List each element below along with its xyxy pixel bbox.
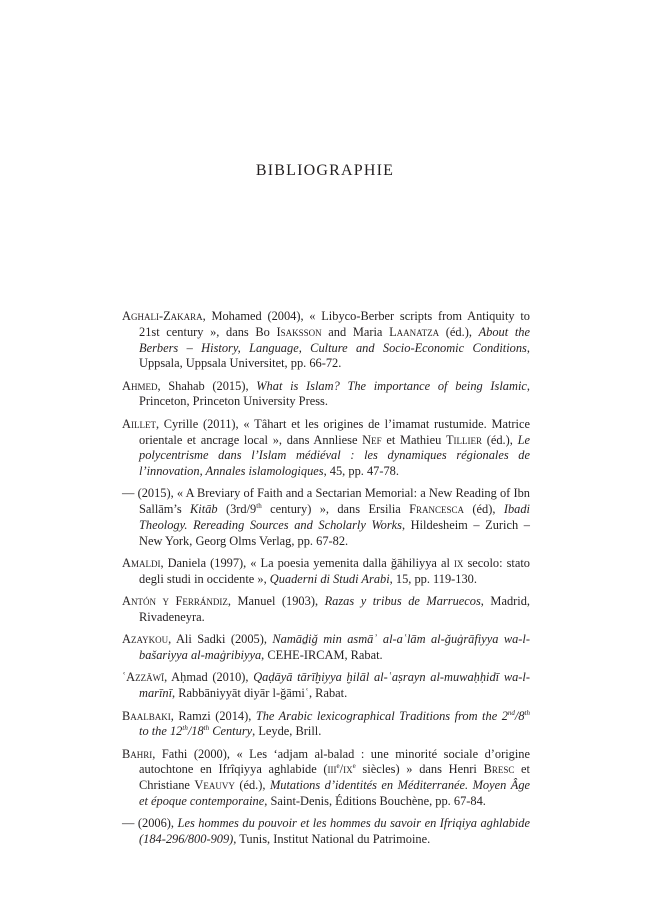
bibliography-entry	[122, 632, 530, 664]
bibliography-entry	[122, 556, 530, 588]
entry-text: , Rabbāniyyāt diyār l-ǧāmiʿ, Rabat.	[172, 686, 348, 701]
entry-text: (éd.),	[234, 778, 270, 793]
author-name: Antón y Ferrándiz	[122, 594, 228, 609]
entry-text: , CEHE-IRCAM, Rabat.	[261, 648, 383, 663]
entry-text: th	[524, 708, 530, 717]
entry-text: , Mohamed (2004), « Libyco-Berber scripts from Antiquity to 21st century », dans Bo	[139, 309, 530, 339]
bibliography-entry	[122, 816, 530, 848]
entry-text: , Leyde, Brill.	[252, 724, 322, 739]
author-name: Veauvy	[194, 778, 235, 793]
author-name: Azaykou	[122, 632, 169, 647]
bibliography-entry	[122, 379, 530, 411]
entry-text: , Shahab (2015),	[157, 378, 257, 393]
author-name: ʿAzzāwī	[122, 670, 165, 685]
entry-text: siècles) » dans Henri	[355, 762, 484, 777]
entry-text: (3rd/9	[217, 502, 257, 517]
bibliography-entry	[122, 594, 530, 626]
entry-text: et Christiane	[139, 762, 530, 793]
entry-text: — (2006),	[122, 816, 178, 831]
author-name: Francesca	[409, 502, 465, 517]
entry-text: secolo: stato degli studi in occidente »,	[139, 556, 530, 586]
author-name: Isaksson	[276, 324, 322, 339]
entry-text: , Hildesheim – Zurich – New York, Georg Olms Verlag, pp. 67-82.	[139, 518, 530, 548]
work-title: /8	[514, 708, 525, 723]
entry-text: e	[352, 762, 356, 771]
work-title: Mutations d’identités en Méditerranée. Moyen Âge et époque contemporaine	[139, 778, 531, 809]
bibliography-entry	[122, 486, 530, 549]
entry-text: , Fathi (2000), « Les ‘adjam al-balad : une minorité sociale d’origine autochtone en Ifrîqiyya aghlabide (	[139, 746, 530, 777]
author-name: Ahmed	[122, 378, 158, 393]
author-name: ix	[453, 556, 464, 571]
work-title: /18	[187, 724, 204, 739]
work-title: Les hommes du pouvoir et les hommes du savoir en Ifriqiya aghlabide (184-296/800-909)	[139, 816, 530, 847]
entry-text: , Princeton, Princeton University Press.	[139, 378, 530, 409]
author-name: Aghali-Zakara	[122, 309, 203, 323]
author-name: ix	[343, 762, 353, 777]
work-title: Razas y tribus de Marruecos	[324, 594, 481, 609]
entry-text: (éd),	[464, 502, 504, 517]
entry-text: , Uppsala, Uppsala Universitet, pp. 66-72.	[139, 340, 530, 371]
entry-text: , Tunis, Institut National du Patrimoine.	[233, 832, 431, 847]
entry-text: (éd.),	[439, 324, 479, 339]
author-name: Laanatza	[389, 324, 440, 339]
entry-text: , 15, pp. 119-130.	[389, 571, 477, 586]
entry-text: and Maria	[321, 324, 390, 339]
bibliography-entry	[122, 709, 530, 741]
entry-text: , Manuel (1903),	[227, 594, 325, 609]
entry-text: , Daniela (1997), « La poesia yemenita dalla ǧāhiliyya al	[160, 556, 454, 571]
work-title: Century	[209, 724, 253, 739]
work-title: Ibadi Theology. Rereading Sources and Scholarly Works	[139, 502, 530, 533]
entry-text: , Cyrille (2011), « Tâhart et les origines de l’imamat rustumide. Matrice orientale et ancrage local », dans Annliese	[139, 416, 530, 447]
author-name: Tillier	[445, 432, 483, 447]
work-title: About the Berbers – History, Language, Culture and Socio-Economic Conditions	[139, 324, 530, 355]
bibliography-entry	[122, 747, 530, 810]
entry-text: , Aḥmad (2010),	[164, 670, 254, 685]
page-heading: BIBLIOGRAPHIE	[255, 162, 395, 179]
entry-text: (éd.),	[482, 432, 518, 447]
work-title: Qaḍāyā tārīḫiyya ḫilāl al-ʿaṣrayn al-muwaḥḥidī wa-l-marīnī	[139, 670, 530, 701]
entry-text: th	[203, 724, 210, 733]
entry-text: nd	[507, 708, 515, 717]
entry-text: e	[336, 762, 340, 771]
entry-text: et Mathieu	[381, 432, 446, 447]
entry-text: /	[339, 762, 344, 777]
author-name: Amaldi	[122, 556, 161, 571]
work-title: to the 12	[139, 724, 183, 739]
work-title: Namāḏiǧ min asmāʾ al-aʿlām al-ǧuġrāfiyya wa-l-bašariyya al-maġribiyya	[139, 632, 530, 663]
author-name: Bresc	[483, 762, 515, 777]
author-name: Nef	[362, 432, 382, 447]
entry-text: , Ali Sadki (2005),	[168, 632, 273, 647]
entry-text: th	[256, 502, 262, 511]
bibliography-entry	[122, 670, 530, 702]
work-title: The Arabic lexicographical Traditions from the 2	[255, 708, 508, 723]
work-title: What is Islam? The importance of being Islamic	[256, 378, 527, 393]
author-name: iii	[327, 762, 337, 777]
entry-text: , Saint-Denis, Éditions Bouchène, pp. 67-84.	[264, 794, 486, 809]
entry-text: — (2015), « A Breviary of Faith and a Sectarian Memorial: a New Reading of Ibn Sallām’s	[122, 486, 530, 517]
entry-text: , Madrid, Rivadeneyra.	[139, 594, 530, 625]
bibliography-entry	[122, 417, 530, 480]
author-name: Bahri	[122, 746, 153, 761]
bibliography-list	[122, 309, 530, 854]
entry-text: , Ramzi (2014),	[170, 708, 256, 723]
work-title: Kitāb	[190, 502, 218, 517]
work-title: Quaderni di Studi Arabi	[269, 571, 390, 586]
work-title: Le polycentrisme dans l’Islam médiéval : les dynamiques régionales de l’innovation, Annales islamologiques	[139, 432, 530, 479]
entry-text: , 45, pp. 47-78.	[323, 464, 399, 479]
entry-text: th	[182, 724, 188, 733]
author-name: Aillet	[122, 416, 156, 431]
bibliography-entry	[122, 309, 530, 372]
entry-text: century) », dans Ersilia	[261, 502, 410, 517]
author-name: Baalbaki	[122, 708, 171, 723]
